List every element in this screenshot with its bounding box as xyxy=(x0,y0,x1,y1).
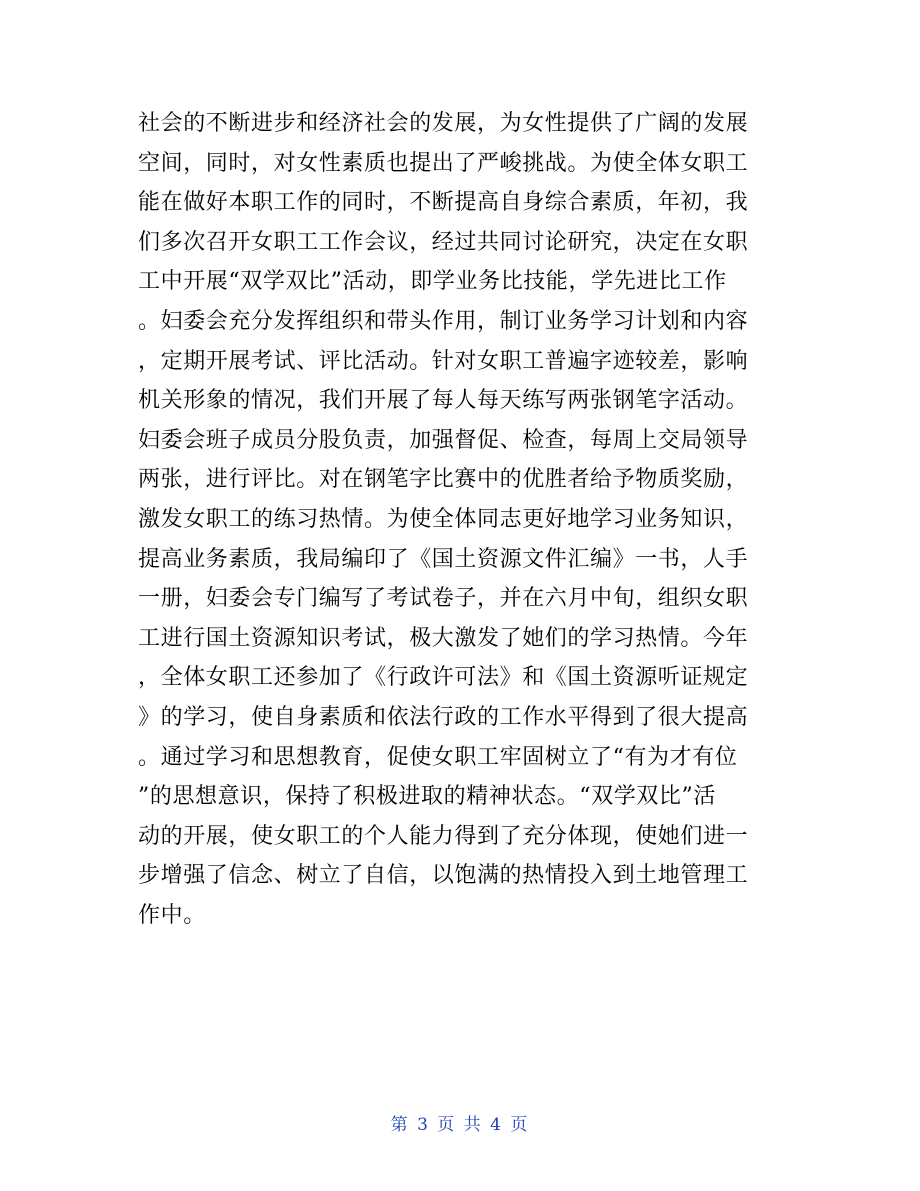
text-line: 空间，同时，对女性素质也提出了严峻挑战。为使全体女职工 xyxy=(138,150,749,176)
text-line: 步增强了信念、树立了自信，以饱满的热情投入到土地管理工 xyxy=(138,863,749,889)
text-line: 妇委会班子成员分股负责，加强督促、检查，每周上交局领导 xyxy=(138,427,749,453)
text-line: ，定期开展考试、评比活动。针对女职工普遍字迹较差，影响 xyxy=(138,348,749,374)
text-line: 提高业务素质，我局编印了《国土资源文件汇编》一书，人手 xyxy=(138,546,749,572)
text-line: 能在做好本职工作的同时，不断提高自身综合素质，年初，我 xyxy=(138,190,749,216)
text-line: 工进行国土资源知识考试，极大激发了她们的学习热情。今年 xyxy=(138,625,749,651)
body-text xyxy=(138,104,798,935)
text-line: 两张，进行评比。对在钢笔字比赛中的优胜者给予物质奖励， xyxy=(138,467,749,493)
text-line: ”的思想意识，保持了积极进取的精神状态。“双学双比”活 xyxy=(138,784,716,810)
text-line: 激发女职工的练习热情。为使全体同志更好地学习业务知识， xyxy=(138,506,749,532)
text-line: 作中。 xyxy=(138,902,206,928)
text-line: 们多次召开女职工工作会议，经过共同讨论研究，决定在女职 xyxy=(138,229,749,255)
page-number-footer: 第 3 页 共 4 页 xyxy=(390,1115,530,1135)
text-line: 一册，妇委会专门编写了考试卷子，并在六月中旬，组织女职 xyxy=(138,586,749,612)
text-line: 》的学习，使自身素质和依法行政的工作水平得到了很大提高 xyxy=(138,704,749,730)
text-line: 。通过学习和思想教育，促使女职工牢固树立了“有为才有位 xyxy=(138,744,738,770)
text-line: 机关形象的情况，我们开展了每人每天练写两张钢笔字活动。 xyxy=(138,388,749,414)
text-line: 社会的不断进步和经济社会的发展，为女性提供了广阔的发展 xyxy=(138,111,749,136)
text-line: 工中开展“双学双比”活动，即学业务比技能，学先进比工作 xyxy=(138,269,727,295)
text-line: 动的开展，使女职工的个人能力得到了充分体现，使她们进一 xyxy=(138,823,749,849)
text-line: 。妇委会充分发挥组织和带头作用，制订业务学习计划和内容 xyxy=(138,308,749,334)
text-line: ，全体女职工还参加了《行政许可法》和《国土资源听证规定 xyxy=(138,665,749,691)
